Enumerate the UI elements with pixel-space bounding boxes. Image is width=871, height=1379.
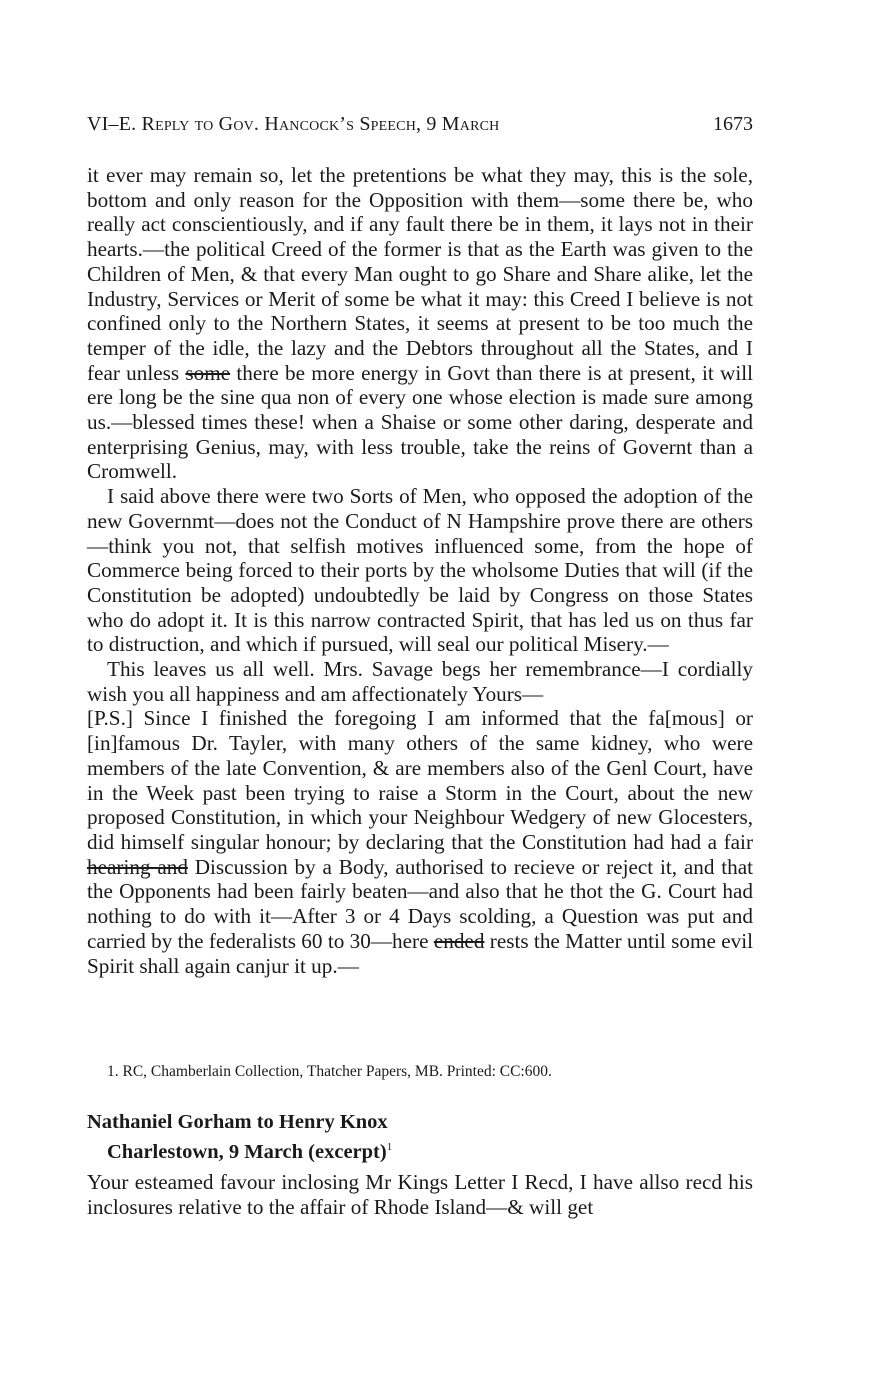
footnote-reference: 1: [386, 1140, 393, 1153]
gorham-letter-body: [87, 1170, 753, 1219]
letter-paragraph-3: This leaves us all well. Mrs. Savage begs her remembrance—I cordially wish you all happiness and am affectionately Yours—: [87, 657, 753, 706]
letter-paragraph-1-rest: there be more energy in Govt than there is at present, it will ere long be the sine qua non of every one whose election is made sure among us.—blessed times these! when a Shaise or some other daring, desperate and enterprising Genius, may, with less trouble, take the reins of Governt than a Cromwell.: [87, 360, 754, 484]
struck-word-some: some: [185, 360, 231, 385]
running-head-title-smallcaps: eply to Gov. Hancock’s Speech, 9 March: [155, 113, 500, 135]
document-heading-line-1: Nathaniel Gorham to Henry Knox: [87, 1111, 388, 1133]
document-heading-place-date: Charlestown, 9 March (excerpt): [107, 1140, 387, 1163]
letter-paragraph-2: I said above there were two Sorts of Men, who opposed the adoption of the new Governmt—does not the Conduct of N Hampshire prove there are others—think you not, that selfish motives influenced some, from the hope of Commerce being forced to their ports by the wholsome Duties that will (if the Constitution be adopted) undoubtedly be laid by Congress on those States who do adopt it. It is this narrow contracted Spirit, that has led us on thus far to distruction, and which if pursued, will seal our political Misery.—: [87, 484, 753, 657]
postscript: [87, 706, 753, 978]
letter-body: [87, 163, 753, 978]
footnote: 1. RC, Chamberlain Collection, Thatcher Papers, MB. Printed: CC:600.: [107, 1063, 552, 1080]
letter-paragraph-1: [87, 163, 753, 484]
document-heading-line-2: [87, 1135, 753, 1164]
document-heading: [87, 1110, 753, 1164]
struck-word-ended: ended: [433, 928, 485, 953]
running-head: [87, 113, 753, 139]
page-number: 1673: [713, 113, 753, 135]
gorham-letter-paragraph-1: Your esteamed favour inclosing Mr Kings Letter I Recd, I have allso recd his inclosures relative to the affair of Rhode Island—& will get: [87, 1170, 753, 1219]
struck-words-hearing-and: hearing and: [87, 854, 188, 879]
running-head-title-prefix: VI–E. R: [87, 113, 156, 135]
running-head-title: [87, 113, 499, 136]
postscript-text-a: [P.S.] Since I finished the foregoing I am informed that the fa[mous] or [in]famous Dr. Tayler, with many others of the same kidney, who were members of the late Convention, & are members also of the Genl Court, have in the Week past been trying to raise a Storm in the Court, about the new proposed Constitution, in which your Neighbour Wedgery of new Glocesters, did himself singular honour; by declaring that the Constitution had had a fair: [87, 706, 753, 854]
letter-paragraph-1-text: it ever may remain so, let the pretentions be what they may, this is the sole, bottom and only reason for the Opposition with them—some there be, who really act conscientiously, and if any fault there be in them, it lays not in their hearts.—the political Creed of the former is that as the Earth was given to the Children of Men, & that every Man ought to go Share and Share alike, let the Industry, Services or Merit of some be what it may: this Creed I believe is not confined only to the Northern States, it seems at present to be too much the temper of the idle, the lazy and the Debtors throughout all the States, and I fear unless: [87, 163, 753, 385]
postscript-text-c: rests the Matter until some evil Spirit shall again canjur it up.—: [87, 928, 753, 978]
postscript-text-b: Discussion by a Body, authorised to recieve or reject it, and that the Opponents had been fairly beaten—and also that he thot the G. Court had nothing to do with it—After 3 or 4 Days scolding, a Question was put and carried by the federalists 60 to 30—here: [87, 854, 754, 953]
